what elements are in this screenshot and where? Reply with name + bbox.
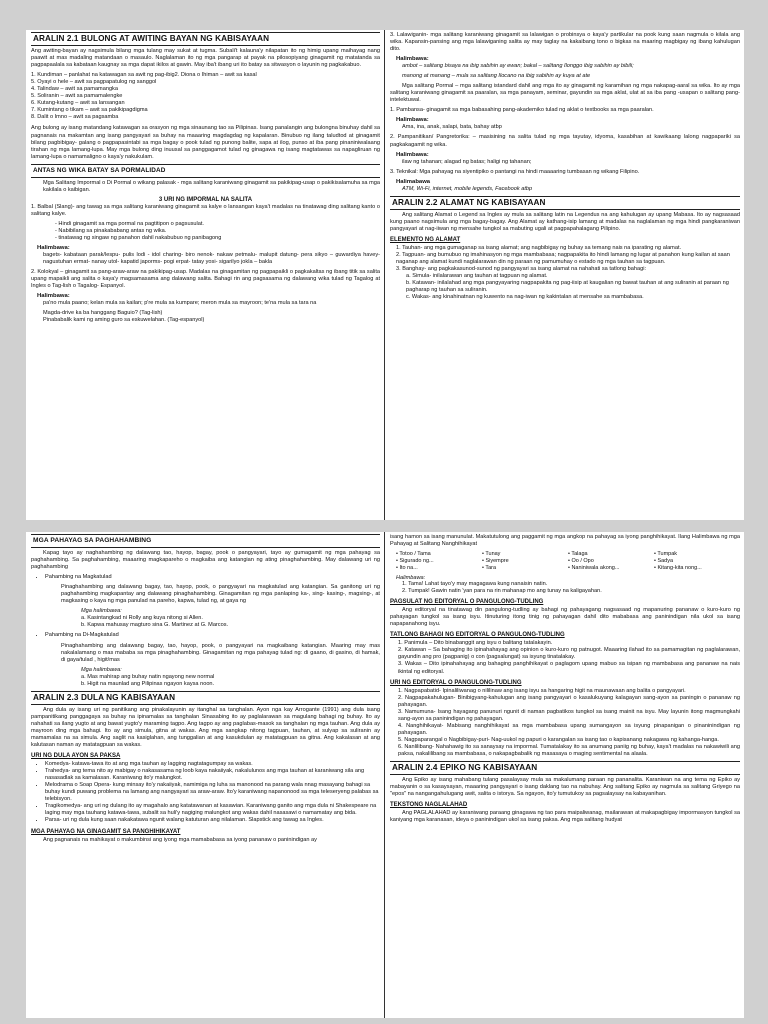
page-1 — [26, 30, 744, 520]
list-item: 2. Katawan – Sa bahaging ito ipinahahayag ang opinion o kuro-kuro ng patnugot. Maaaring ilahad ito sa pamamagitan ng paglalarawan, gayundin ang pro (pagpanig) o con (pagsalungat) sa isyung tinatalakay. — [398, 647, 740, 661]
list-item: • Pahambing na Magkatulad — [45, 574, 380, 581]
paragraph: Mga Salitang Impormal o Di Pormal o wikang palasak - mga salitang karaniwang ginagamit sa pakikipag-usap o pakikisalamuha sa mga kakilala o kaibigan. — [43, 179, 380, 193]
subheading: 3 URI NG IMPORMAL NA SALITA — [158, 196, 253, 203]
paragraph: ATM, Wi-Fi, internet, mobile legends, Facebook atbp — [402, 185, 533, 192]
list-item: • Pahambing na Di-Magkatulad — [45, 632, 380, 639]
example-label: Halimbawa: — [37, 245, 70, 252]
example-list — [402, 581, 740, 595]
element-list — [396, 245, 740, 301]
list-item: 8. Dalit o Imno – awit sa pagsamba — [31, 114, 119, 121]
list-item: • Tragikomedya- ang uri ng dulang ito ay magahalo ang katatawanan at kasawian. Karaniwang ganito ang mga dula ni Shakespeare na laging may mga tauhang katawa-tawa, subalit sa huli'y nagiging malungkot ang wakas dahil nasasawi o namamatay ang bida. — [45, 803, 380, 817]
paragraph: Ama, ina, anak, salapi, bata, bahay atbp — [402, 124, 502, 131]
list-item: 3. Namumuna- Isang hayagang panunuri ngunit di naman pagbatikos tungkol sa isang mainit na isyu. May layunin itong magmungkahi sang-ayon sa paninindigan ng pahayagan. — [398, 708, 740, 722]
list-item: - Nabibilang sa pinakababang antas ng wika. — [55, 227, 167, 234]
paragraph: Kapag tayo ay naghahambing ng dalawang tao, hayop, bagay, pook o pangyayari, tayo ay gumagamit ng mga pahayag sa paghahambing. Sa paghahambing, maaaring magkapareho o magkaiba ang katangian ng ating pinaghahambing. May dalawang uri ng paghahambing — [31, 550, 380, 571]
paragraph: isang hamon sa isang manunulat. Makatutulong ang paggamit ng mga angkop na pahayag sa iyong panghihikayat. Ilang Halimbawa ng mga Pahayag at Salitang Nanghihikayat — [390, 534, 740, 548]
section-title: ARALIN 2.3 DULA NG KABISAYAAN — [31, 691, 380, 705]
paragraph: 2. Kolokyal – ginagamit sa pang-araw-araw na pakikipag-usap. Madalas na ginagamitan ng pagpapaikli o pagkakaltas ng ibang titik sa salita upang mapaikli ang salita o kaya'y magsamasama ang dalawang salita. Bahagi rin ang pagsasama ng dalawang wika tulad ng Tagalog at Ingles o Tag-lish o Tagalog- Espanyol. — [31, 269, 380, 290]
list-item: • Komedya- katawa-tawa ito at ang mga tauhan ay lagging nagtatagumpay sa wakas. — [45, 761, 380, 768]
page-2 — [26, 532, 744, 1018]
list-item: • Parsa- uri ng dula kung saan nakakatawa ngunit walang katuturan ang nilalaman. Slapstick ang tawag sa Ingles. — [45, 817, 380, 824]
page-2-right-column — [385, 532, 744, 1018]
grid-item: • Ito na... — [396, 565, 418, 572]
list-item: 2. Tagpuan- ang bumubuo ng imahinasyon ng mga mambabasa; nagpapakita ito hindi lamang ng lugar at panahon kung kailan at saan naganap ang alamat kundi naglalarawan din ng paraan ng pamumuhay o estado ng mga tauhan sa tagpuan. — [396, 251, 730, 265]
paragraph: ambot – salitang bisaya na ibig sabihin ay ewan; bakal – salitang Ilonggo ibig sabihin ay bibili; — [402, 63, 634, 70]
list-item: 1. Kundiman – panlahat na katawagan sa awit ng pag-ibig2. Diona o Ihiman – awit sa kasal — [31, 72, 257, 79]
paragraph: Ang salitang Alamat o Legend sa Ingles ay mula sa salitang latin na Legendus na ang kahulugan ay upang Mabasa. Ito ay nagsasaad kung paano nagsimula ang mga bagay-bagay. Ang Alamat ay kathang-isip lamang at madalas na naglalaman ng mga hindi pangkaraniwan pangyayari at nag-iiwan ng mensahe tungkol sa mabuting ugali at pagpapahalagang Pilipino. — [390, 211, 740, 232]
bullet-list — [31, 574, 380, 581]
subheading: TEKSTONG NAGLALAHAD — [390, 802, 468, 809]
paragraph: Pinaghahambing ang dalawang bagay, tao, hayop, pook, o pangyayari na magkatulad ang katangian. Sa ganitong uri ng paghahambing magkapantay ang dalawang pinaghahambing. Ginagamitan ng mga panlaping ka-, sing- kasing-, magsing-, at magkasing o kaya ng mga panulad na pareho, kapwa, tulad ng, at gaya ng — [61, 584, 380, 605]
paragraph: 3. Lalawiganin- mga salitang karaniwang ginagamit sa lalawigan o probinsya o kaya'y partikular na pook kung saan nagmula o kilala ang wika. Kapansin-pansing ang mga lalawiganing salita ay may taglay na kakaibang tono o bigkas na maaring magbigay ng ibang kahulugan dito. — [390, 32, 740, 53]
subheading: ELEMENTO NG ALAMAT — [390, 236, 461, 243]
list-item: - Hindi ginagamit sa mga pormal na pagtitipon o pagsusulat. — [55, 220, 204, 227]
grid-item: • Naniniwala akong... — [568, 565, 620, 572]
list-item: 2. Tumpak! Gawin natin 'yan para na rin mahanap mo ang tunay na kaligayahan. — [402, 588, 602, 595]
paragraph: Ang editoryal na tinatawag din pangulong-tudling ay bahagi ng pahayagang nagsasaad ng mapanuring pananaw o kuro-kuro ng pahayagan tungkol sa isang isyu. Itinuturing itong tinig ng pahayagan dahil dito mababasa ang paninindigan nila ukol sa isang napapanahong isyu. — [390, 607, 740, 628]
list-item: b. Higit na maunlad ang Pilipinas ngayon kaysa noon. — [81, 680, 215, 687]
numbered-list — [398, 640, 740, 675]
grid-item: • Sigurado ng... — [396, 558, 434, 565]
list-item: 4. Talindaw – awit sa pamamangka — [31, 86, 118, 93]
paragraph: 3. Teknikal: Mga pahayag na siyentipiko o pantangi na hindi maaaaring tumbasan ng wikang Filipino. — [390, 168, 640, 175]
grid-item: • Tumpak — [654, 551, 678, 558]
list-item: 5. Soliranin – awit sa pamamalengke — [31, 93, 123, 100]
example-label: Halimbawa: — [396, 117, 429, 124]
example-list — [81, 667, 380, 688]
grid-item: • Tunay — [482, 551, 501, 558]
grid-item: • Sadya — [654, 558, 674, 565]
list-item: • Trahedya- ang tema nito ay mabigay o nakasasama ng loob kaya nakaiiyak, nakalulunos ang mga tauhan at karaniwang sila ang nasasadlak sa kamalasan. Karaniwang ito'y malungkot. — [45, 768, 380, 782]
paragraph: Pinaghahambing ang dalawang bagay, tao, hayop, pook, o pangyayari na magkaibang katangian. Maaring may mas nakalalamang o mas mababa sa mga pinaghahambing. Ginagamitan ng mga pahayag tulad ng: di gaano, di gasino, di hamak, di gaya/tulad , higit/mas — [61, 642, 380, 663]
example-label: Mga halimbawa: — [81, 608, 122, 615]
list-item: • Melodrama o Soap Opera- kung minsay ito'y nakaiiyak, namimiga ng luha sa manonood na parang wala nnag masayang bahagi sa buhay kundi puwang problema na lamang ang nangyayari sa araw-araw. Ito'y karaniwang napanonood sa mga teleseryeng palabas sa telebisyon. — [45, 782, 380, 803]
song-list — [31, 72, 380, 121]
page-1-right-column — [385, 30, 744, 520]
paragraph: Ang Epiko ay isang mahabang tulang pasalaysay mula sa makalumang paraan ng pananalita. Karaniwan na ang tema ng Epiko ay mabayanin o sa kasaysayan, maaaring pangyayari o isang daklang tao na nabuhay. Ang salitang Epiko ay nagmula sa salitang Griyego na "epos" na nangangahulugang awit, salita o istorya. Sa ngayon, ito'y tumutukoy sa pagsalaysay na kabayanihan. — [390, 777, 740, 798]
list-item: b. Kapwa mahusay magturo sina G. Martinez at G. Marcos. — [81, 622, 229, 629]
subheading: MGA PAHAYAG NA GINAGAMIT SA PANGHIHIKAYAT — [31, 828, 181, 835]
example-label: Halimbawa: — [396, 151, 429, 158]
bullet-list — [55, 221, 380, 242]
example-label: Halimbawa: — [37, 293, 70, 300]
paragraph: manong at manang – mula sa salitang Ilocano na ibig sabihin ay kuya at ate — [402, 73, 591, 80]
grid-item: • Oo / Opo — [568, 558, 594, 565]
grid-item: • Talaga — [568, 551, 588, 558]
list-item: 4. Nanghihikayat- Mabisang nanghihikayat sa mga mambabasa upang sumangayon sa isyung pinapanigan o pinaninindigan ng pahayagan. — [398, 722, 740, 736]
list-item: 5. Nagpaparangal o Nagbibigay-puri- Nag-uukol ng papuri o karangalan sa isang tao o kapisanang nakagawa ng kahanga-hanga. — [398, 736, 719, 743]
list-item: a. Kasintangkad ni Rolly ang kuya nitong si Allen. — [81, 615, 203, 622]
subheading: PAGSULAT NG EDITORYAL O PANGULONG-TUDLING — [390, 599, 544, 606]
paragraph: Ang dula ay isang uri ng panitikang ang pinakalayunin ay itanghal sa tanghalan. Ayon nga kay Arrogante (1991) ang dula isang pampanitikang panggagaya sa buhay na ipinamalas sa tanghalan Sinasabing ito ay paglalarawan sa magulang bahagi ng buhay. Ito ay nahahati sa ilang yugto at ang bawat yugto'y maraming tagpo. Ang tagpo ay ang paglabas-masok sa tanghalan ng mga tauhan. Ang dula ay mayroon ding mga bahagi. Ito ay ang simula, gitna at wakas. Ang mga sangkap nitong tagpuan, tauhan, at sulyap sa suliranin ay mamamalas na sa simula. Ang saglit na kasiglahan, ang tunggalian at ang kasukdulan ay matatagpuan sa gitna. Ang kakalasan at ang kalutasan naman ay matatagpuan sa wakas. — [31, 706, 380, 749]
page-1-left-column — [26, 30, 385, 520]
list-item: a. Mas mahirap ang buhay natin ngayong new normal — [81, 673, 215, 680]
example-list — [81, 608, 380, 629]
list-item: - tinatawag ng singaw ng panahon dahil nakabubuo ng panibagong — [55, 234, 222, 241]
section-title: ARALIN 2.4 EPIKO NG KABISAYAAN — [390, 761, 740, 775]
bullet-list — [31, 632, 380, 639]
paragraph: 1. Balbal (Slang)- ang tawag sa mga salitang karaniwang ginagamit sa kalye o lansangan kaya't madalas na tinatawag ding salitang kanto o salitang kalye. — [31, 203, 380, 217]
list-item: 1. Nagpapabatid- Ipinaliliwanag o nililinaw ang isang isyu sa hangaring higit na maunawaan ang balita o pangyayari. — [398, 687, 686, 694]
section-title: MGA PAHAYAG SA PAGHAHAMBING — [31, 534, 380, 548]
list-item: a. Simula- inilalarawan ang tauhan at tagpuan ng alamat. — [406, 273, 548, 280]
paragraph: pa'no mula paano; kelan mula sa kailan; p're mula sa kumpare; meron mula sa mayroon; te'na mula sa tara na — [43, 300, 317, 307]
example-label: Halimbawa: — [396, 56, 429, 63]
list-item: 1. Panimula – Dito binabanggit ang isyu o balitang tatalakayin. — [398, 640, 553, 647]
list-item: 3. Wakas – Dito ipinahahayag ang bahaging panghihikayat o paglagom upang mabuo sa isipan ng mambabasa ang pananaw na nais ikintal ng editoryal. — [398, 661, 740, 675]
section-title: ARALIN 2.2 ALAMAT NG KABISAYAAN — [390, 196, 740, 210]
list-item: 1. Tama! Lahat tayo'y may magagawa kung nanaisin natin. — [402, 581, 548, 588]
subheading: URI NG DULA AYON SA PAKSA — [31, 753, 121, 760]
list-item: 1. Tauhan- ang mga gumaganap sa isang alamat; ang nagbibigay ng buhay sa temang nais na iparating ng alamat. — [396, 244, 682, 251]
section-title: ARALIN 2.1 BULONG AT AWITING BAYAN NG KABISAYAAN — [31, 32, 380, 46]
grid-item: • Tara — [482, 565, 497, 572]
section-subtitle: ANTAS NG WIKA BATAY SA PORMALIDAD — [31, 164, 380, 178]
list-item: 3. Banghay- ang pagkakasunod-sunod ng pangyayari sa isang alamat na nahahati sa tatlong bahagi: — [396, 265, 647, 272]
grid-item: • Kitang-kita nong... — [654, 565, 702, 572]
paragraph: Ang pagnanais na mahikayat o makumbinsi ang iyong mga mamababasa sa iyong pananaw o paninindigan ay — [43, 836, 317, 843]
paragraph: Pinababalik kami ng aming guro sa eskuwelahan. (Tag-espanyol) — [43, 317, 205, 324]
paragraph: ilaw ng tahanan; alagad ng batas; haligi ng tahanan; — [402, 158, 532, 165]
paragraph: Ang bulong ay isang matandang katawagan sa orasyon ng mga sinaunang tao sa Pilipinas. Isang panalangin ang bulongna binuhay dahil sa pagnanais na makamtan ang isang pangyayari sa buhay na maaaring magdagdag ng kapalaran. Binubuo ng ilang taludtod at ginagamit bilang pagbibigay- galang o pagpapasintabi sa mga bagay o pook tulad ng punong balite, sapa at ilog, punso at iba pang pinaniniwalaang tirahan ng mga lamang-lupa. May mga bulong ding inuusal sa panggagamot tulad ng ginagawa ng isang magtatawas sa napagliruan ng lamang-lupa o namamaligno o kaya'y nakukulam. — [31, 125, 380, 160]
numbered-list — [398, 688, 740, 758]
bullet-list — [31, 761, 380, 824]
subheading: TATLONG BAHAGI NG EDITORYAL O PANGULONG-TUDLING — [390, 632, 565, 639]
list-item: 5. Oyayi o hele – awit sa pagpapatulog ng sanggol — [31, 79, 157, 86]
paragraph: Ang PAGLALAHAD ay karaniwang paraang ginagawa ng tao para maipaliwanag, mailarawan at makapagbigay impormasyon tungkol sa kaniyang mga karanasan, ideya o paninindigan ukol sa isang paksa. Ang mga salitang hudyat — [390, 810, 740, 824]
list-item: 2. Nagpapakahulugan- Binibigyang-kahulugan ang isang pangyayari o kasalukuyang kalagayan sang-ayon sa paningin o pananaw ng pahayagan. — [398, 694, 740, 708]
grid-item: • Totoo / Tama — [396, 551, 431, 558]
example-label: Halimabawa — [396, 178, 431, 185]
paragraph: Mga salitang Pormal – mga salitang istandard dahil ang mga ito ay ginagamit ng karamihan ng mga nakapag-aaral sa wika. Ito ay mga salitang karaniwang ginagamit sa paaralan, sa mga panayam, seminar, gayundin sa mga aklat, ulat at sa iba pang -usapan o salitang pang-intelektuwal. — [390, 83, 740, 104]
list-item: 6. Nanlilibang- Nahahawig ito sa sanaysay na impormal. Tumatalakay ito sa anumang paniig ng buhay, kaya't madalas na nakawiwili ang paksa, nakalilibang sa mambabasa, o nakapagbabalik ng masasaya o maging sentimental na alaala. — [398, 743, 740, 757]
page-2-left-column — [26, 532, 385, 1018]
grid-item: • Siyempre — [482, 558, 509, 565]
paragraph: bagets- kabataan parak/lespu- pulis lodi - idol charing- biro nenok- nakaw petmalu- malupit datung- pera sikyo – guwardiya havey- nagustuhan ermat- nanay utol- kapatid japorms- pogi erpat- tatay yosi- sigarilyo jokla – bakla — [43, 252, 380, 266]
list-item: c. Wakas- ang kinahinatnan ng kuwento na nag-iwan ng kakintalan at mensahe sa mambabasa. — [406, 294, 644, 301]
paragraph: Ang awiting-bayan ay nagsimula bilang mga tulang may sukat at tugma. Subali't kalauna'y nilapatan ito ng himig upang maihayag nang paawit at mas madaling matandaan o masaulo. Naglalaman ito ng mga pangarap at payak na pilosopiyang ginagamit ng matatanda sa pagpapaalala sa kabataan kaugnay sa mga dapat ikilos at gawin. May iba't ibang uri ito batay sa sitwasyon o layunin ng pagkakabuo. — [31, 48, 380, 69]
example-label: Halimbawa: — [396, 575, 426, 582]
list-item: 7. Kumintang o tikam – awit sa pakikipagdigma — [31, 107, 148, 114]
example-label: Mga halimbawa: — [81, 666, 122, 673]
paragraph: Magda-drive ka ba hanggang Baguio? (Tag-lish) — [43, 310, 163, 317]
paragraph: 1. Pambansa- ginagamit sa mga babasahing pang-akademiko tulad ng aklat o textbooks sa mga paaralan. — [390, 107, 654, 114]
list-item: b. Katawan- inilalahad ang mga pangyayaring nagpapakita ng pag-iisip at kaugalian ng bawat tauhan at ang suliranin at paraan ng pagharap ng tauhan sa suliranin. — [406, 280, 729, 294]
subheading: URI NG EDITORYAL O PANGULONG-TUDLING — [390, 679, 522, 686]
paragraph: 2. Pampanitikan/ Pangretorika: – masisining na salita tulad ng mga tayutay, idyoma, kasabihan at kawikaang lalong nagpapariki sa pagkakagamit ng wika. — [390, 134, 740, 148]
list-item: 6. Kutang-kutang – awit sa lansangan — [31, 100, 125, 107]
persuasive-word-grid — [396, 551, 740, 572]
